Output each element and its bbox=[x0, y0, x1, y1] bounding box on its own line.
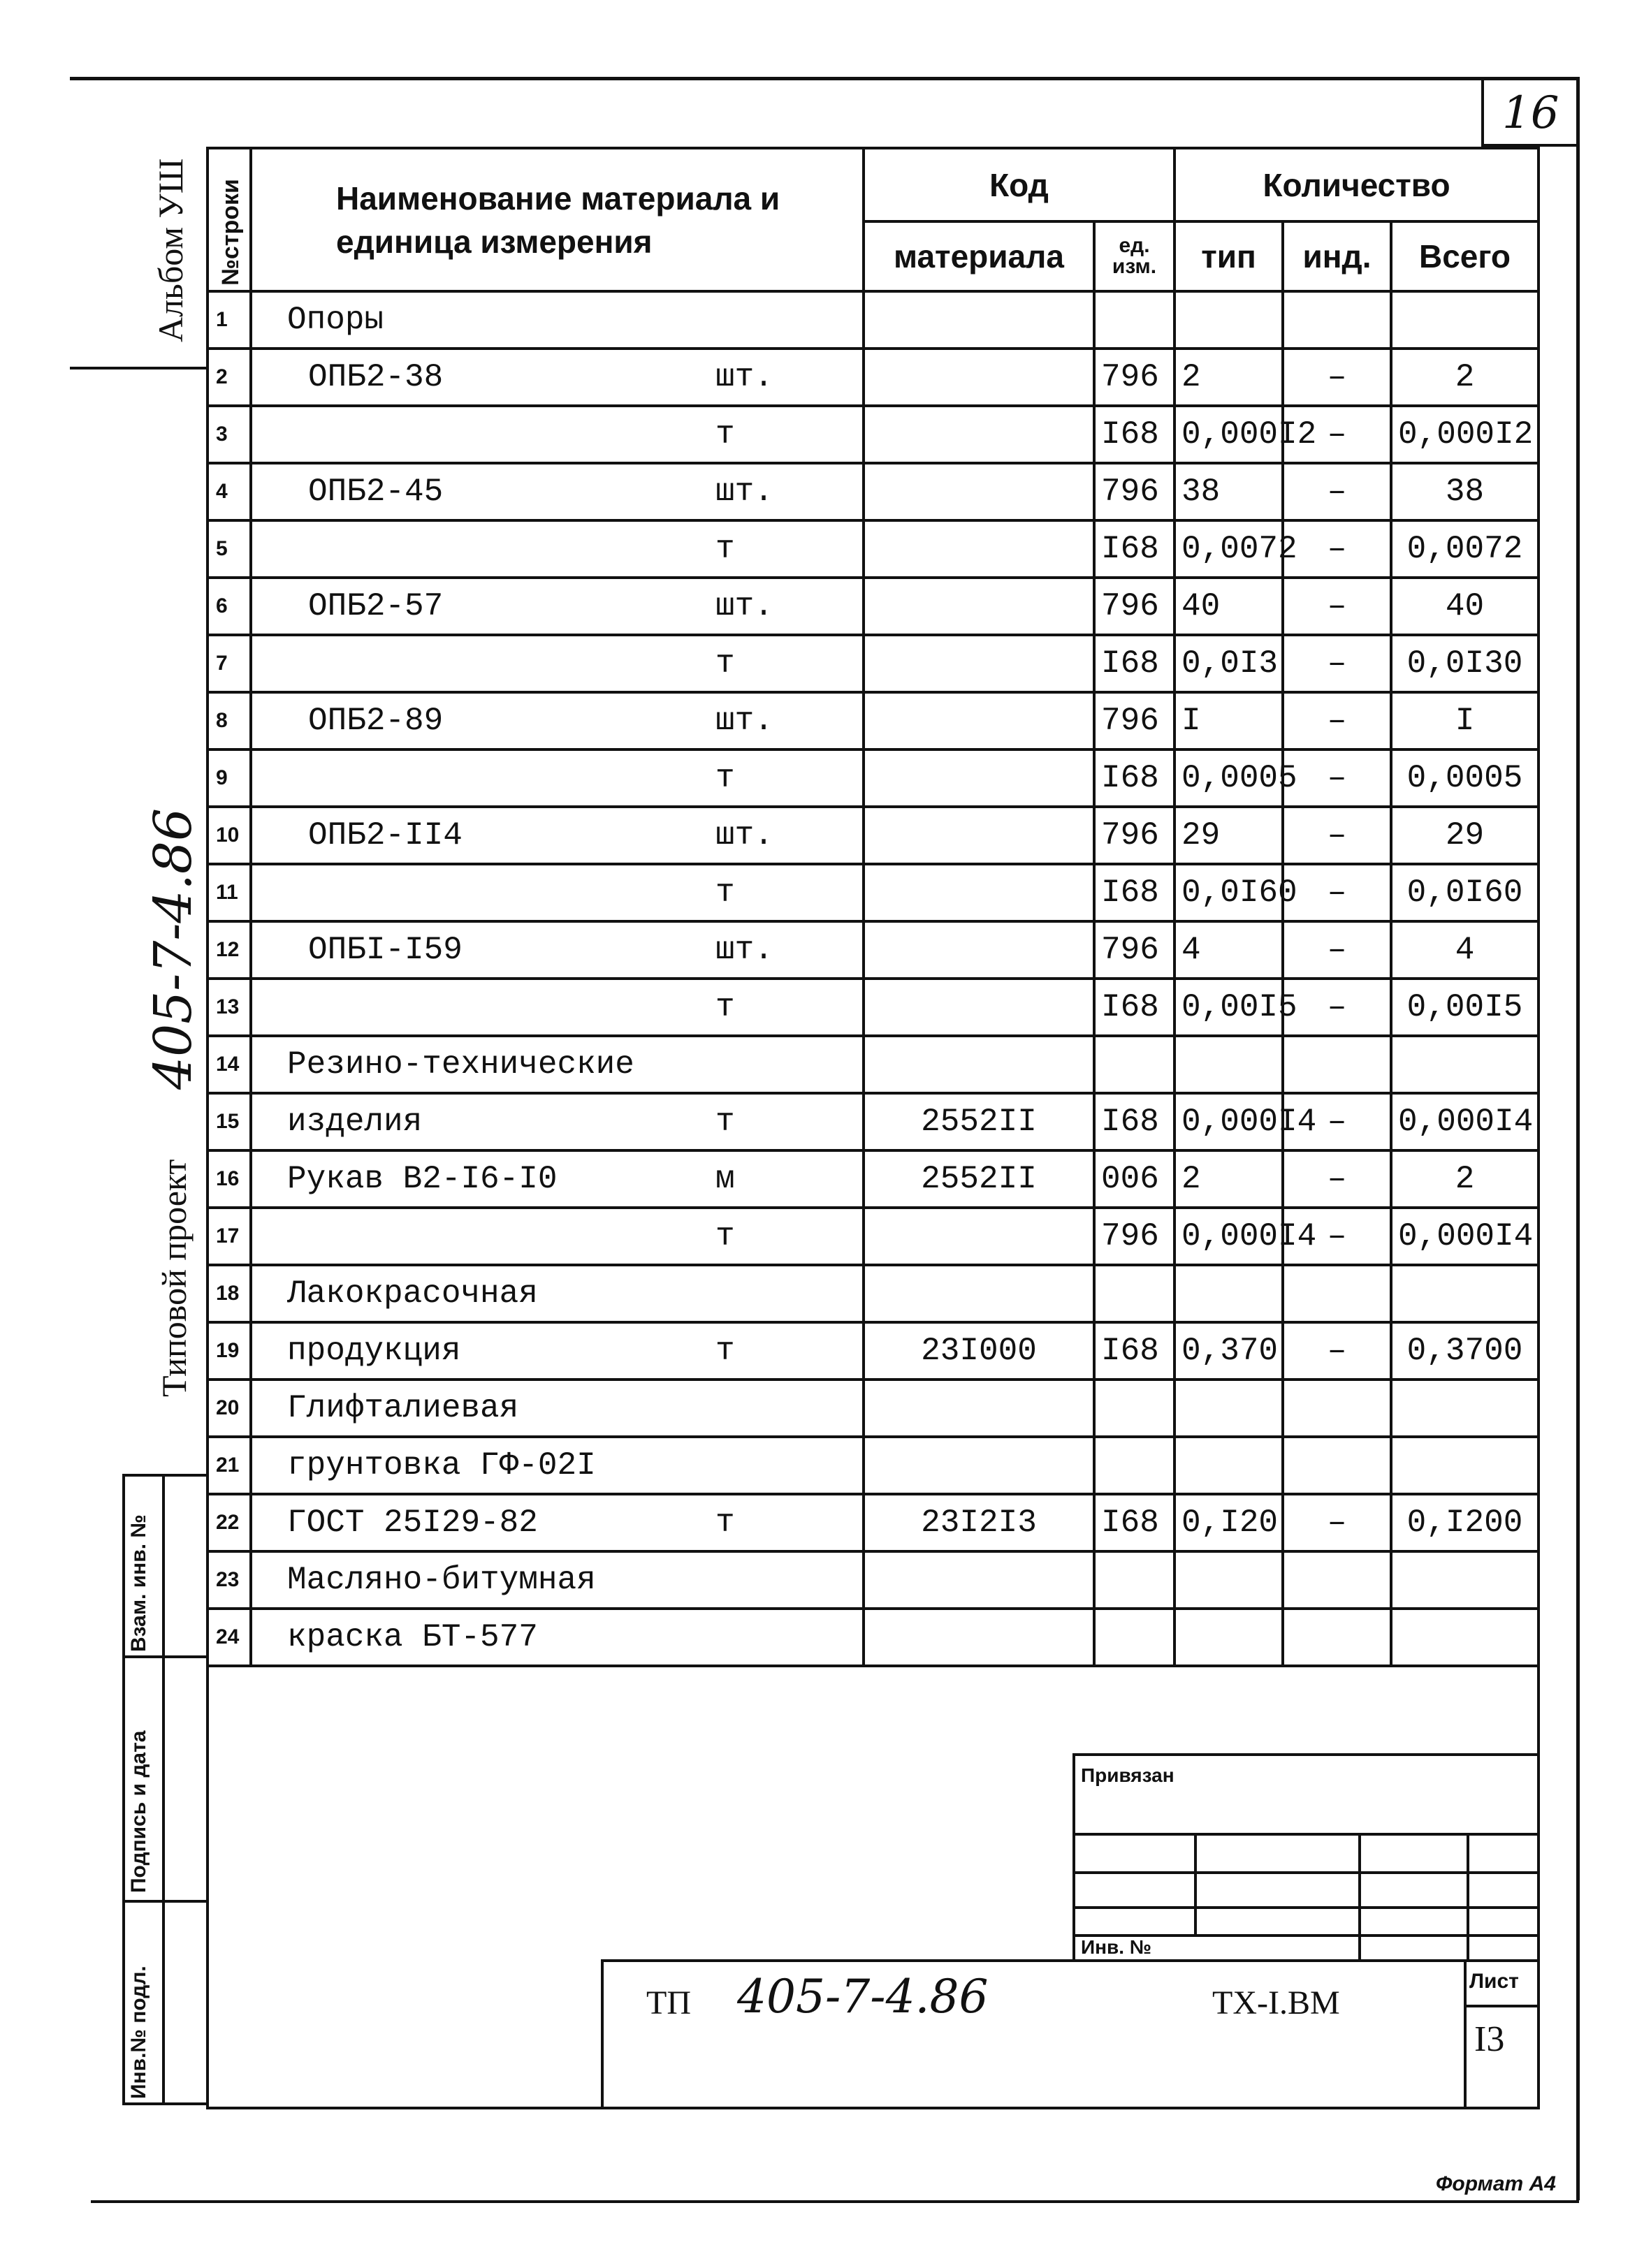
row-unit: т bbox=[708, 520, 864, 578]
privyazan-vline-1 bbox=[1194, 1833, 1197, 1934]
row-unit bbox=[708, 1265, 864, 1322]
row-unit-code bbox=[1094, 1036, 1174, 1093]
top-border-line bbox=[70, 77, 1579, 80]
row-ind-qty: – bbox=[1283, 1208, 1391, 1265]
row-unit-code: I68 bbox=[1094, 635, 1174, 692]
row-number: 19 bbox=[208, 1322, 251, 1380]
tp-code: 405-7-4.86 bbox=[737, 1970, 989, 2024]
row-unit: т bbox=[708, 1494, 864, 1551]
list-label: Лист bbox=[1469, 1970, 1519, 1993]
row-total-qty bbox=[1391, 291, 1539, 349]
row-number: 23 bbox=[208, 1551, 251, 1609]
privyazan-block bbox=[1072, 1753, 1540, 1962]
row-unit: т bbox=[708, 864, 864, 921]
row-number: 3 bbox=[208, 406, 251, 463]
row-name: Опоры bbox=[251, 291, 708, 349]
row-unit: т bbox=[708, 1093, 864, 1150]
row-name: ОПБI-I59 bbox=[251, 921, 708, 979]
row-ind-qty bbox=[1283, 291, 1391, 349]
row-name: продукция bbox=[251, 1322, 708, 1380]
row-unit-code: I68 bbox=[1094, 1494, 1174, 1551]
row-material-code bbox=[864, 921, 1094, 979]
table-row bbox=[208, 291, 1539, 349]
album-separator-line bbox=[70, 367, 206, 370]
row-name: грунтовка ГФ-02I bbox=[251, 1437, 708, 1494]
row-ind-qty: – bbox=[1283, 520, 1391, 578]
privyazan-vline-2 bbox=[1358, 1833, 1361, 1962]
row-type-qty: 40 bbox=[1174, 578, 1283, 635]
privyazan-label: Привязан bbox=[1081, 1764, 1174, 1786]
row-number: 21 bbox=[208, 1437, 251, 1494]
table-row bbox=[208, 406, 1539, 463]
table-row bbox=[208, 349, 1539, 406]
row-ind-qty: – bbox=[1283, 921, 1391, 979]
tp-label: ТП bbox=[646, 1984, 691, 2021]
row-material-code bbox=[864, 1551, 1094, 1609]
row-type-qty: 2 bbox=[1174, 349, 1283, 406]
side-stamp-left bbox=[122, 1474, 125, 2102]
row-ind-qty: – bbox=[1283, 635, 1391, 692]
row-type-qty: 0,000I4 bbox=[1174, 1208, 1283, 1265]
row-name: изделия bbox=[251, 1093, 708, 1150]
row-type-qty bbox=[1174, 1265, 1283, 1322]
row-total-qty: 0,0I30 bbox=[1391, 635, 1539, 692]
list-box-sep bbox=[1464, 2005, 1540, 2007]
row-total-qty: 0,I200 bbox=[1391, 1494, 1539, 1551]
row-material-code bbox=[864, 864, 1094, 921]
row-type-qty: 2 bbox=[1174, 1150, 1283, 1208]
page-number-box-left bbox=[1481, 77, 1484, 147]
table-row bbox=[208, 1150, 1539, 1208]
row-type-qty: 0,000I4 bbox=[1174, 1093, 1283, 1150]
row-number: 13 bbox=[208, 979, 251, 1036]
row-ind-qty: – bbox=[1283, 349, 1391, 406]
row-unit-code bbox=[1094, 1380, 1174, 1437]
row-ind-qty: – bbox=[1283, 864, 1391, 921]
row-ind-qty bbox=[1283, 1609, 1391, 1666]
row-unit: шт. bbox=[708, 692, 864, 749]
row-ind-qty: – bbox=[1283, 1150, 1391, 1208]
row-unit: т bbox=[708, 749, 864, 807]
table-row bbox=[208, 749, 1539, 807]
inner-bottom-line bbox=[206, 2107, 1540, 2109]
row-total-qty bbox=[1391, 1437, 1539, 1494]
album-label: Альбом УШ bbox=[151, 158, 190, 342]
row-unit-code bbox=[1094, 1437, 1174, 1494]
table-row bbox=[208, 1437, 1539, 1494]
row-type-qty bbox=[1174, 1437, 1283, 1494]
row-unit-code: 796 bbox=[1094, 463, 1174, 520]
table-row bbox=[208, 1322, 1539, 1380]
row-number: 6 bbox=[208, 578, 251, 635]
row-material-code bbox=[864, 979, 1094, 1036]
row-type-qty: 0,000I2 bbox=[1174, 406, 1283, 463]
row-unit: т bbox=[708, 1208, 864, 1265]
row-unit-code: I68 bbox=[1094, 1093, 1174, 1150]
row-name: ОПБ2-II4 bbox=[251, 807, 708, 864]
materials-table bbox=[206, 147, 1540, 1667]
row-material-code bbox=[864, 406, 1094, 463]
row-unit: т bbox=[708, 406, 864, 463]
row-type-qty: I bbox=[1174, 692, 1283, 749]
row-material-code bbox=[864, 1036, 1094, 1093]
row-total-qty: 4 bbox=[1391, 921, 1539, 979]
row-number: 11 bbox=[208, 864, 251, 921]
row-total-qty: 40 bbox=[1391, 578, 1539, 635]
table-row bbox=[208, 1609, 1539, 1666]
row-type-qty bbox=[1174, 1551, 1283, 1609]
row-material-code bbox=[864, 807, 1094, 864]
row-ind-qty: – bbox=[1283, 1322, 1391, 1380]
table-row bbox=[208, 921, 1539, 979]
table-row bbox=[208, 807, 1539, 864]
row-unit bbox=[708, 291, 864, 349]
row-name: Лакокрасочная bbox=[251, 1265, 708, 1322]
table-row bbox=[208, 692, 1539, 749]
row-total-qty: 0,0072 bbox=[1391, 520, 1539, 578]
side-stamp-bottom bbox=[122, 2102, 206, 2105]
row-unit bbox=[708, 1036, 864, 1093]
row-name bbox=[251, 520, 708, 578]
inv-no-label: Инв. № bbox=[1081, 1936, 1152, 1958]
row-ind-qty: – bbox=[1283, 692, 1391, 749]
page-number: 16 bbox=[1502, 87, 1559, 139]
row-type-qty: 0,0072 bbox=[1174, 520, 1283, 578]
row-ind-qty: – bbox=[1283, 1093, 1391, 1150]
row-total-qty bbox=[1391, 1036, 1539, 1093]
row-number-header: №строки bbox=[208, 148, 251, 291]
privyazan-line-1 bbox=[1075, 1833, 1540, 1836]
row-ind-qty: – bbox=[1283, 1494, 1391, 1551]
row-name: Глифталиевая bbox=[251, 1380, 708, 1437]
vzam-inv-label: Взам. инв. № bbox=[127, 1514, 150, 1652]
row-material-code bbox=[864, 635, 1094, 692]
row-unit-code bbox=[1094, 291, 1174, 349]
row-type-qty: 0,00I5 bbox=[1174, 979, 1283, 1036]
row-ind-qty bbox=[1283, 1380, 1391, 1437]
row-number: 15 bbox=[208, 1093, 251, 1150]
row-unit: т bbox=[708, 1322, 864, 1380]
row-unit-code: I68 bbox=[1094, 979, 1174, 1036]
inv-podl-label: Инв.№ подл. bbox=[127, 1966, 150, 2099]
list-number: I3 bbox=[1474, 2019, 1505, 2059]
row-unit: шт. bbox=[708, 463, 864, 520]
row-material-code: 23I2I3 bbox=[864, 1494, 1094, 1551]
table-row bbox=[208, 864, 1539, 921]
table-row bbox=[208, 635, 1539, 692]
row-type-qty bbox=[1174, 1036, 1283, 1093]
row-material-code bbox=[864, 463, 1094, 520]
row-total-qty: 2 bbox=[1391, 1150, 1539, 1208]
row-type-qty: 0,I20 bbox=[1174, 1494, 1283, 1551]
row-total-qty: 29 bbox=[1391, 807, 1539, 864]
row-type-qty: 29 bbox=[1174, 807, 1283, 864]
row-ind-qty bbox=[1283, 1036, 1391, 1093]
row-unit-code: I68 bbox=[1094, 520, 1174, 578]
row-ind-qty: – bbox=[1283, 749, 1391, 807]
row-type-qty: 0,0I60 bbox=[1174, 864, 1283, 921]
row-material-code bbox=[864, 749, 1094, 807]
row-name bbox=[251, 979, 708, 1036]
total-header: Всего bbox=[1391, 221, 1539, 291]
row-number: 20 bbox=[208, 1380, 251, 1437]
row-ind-qty bbox=[1283, 1265, 1391, 1322]
row-name bbox=[251, 635, 708, 692]
row-unit bbox=[708, 1609, 864, 1666]
title-block-left bbox=[601, 1959, 604, 2109]
row-number: 8 bbox=[208, 692, 251, 749]
material-code-header: материала bbox=[864, 221, 1094, 291]
side-stamp-top bbox=[122, 1474, 206, 1477]
project-code-handwritten: 405-7-4.86 bbox=[143, 807, 203, 1090]
format-label: Формат А4 bbox=[1436, 2172, 1556, 2195]
row-unit-code: 796 bbox=[1094, 578, 1174, 635]
row-number: 10 bbox=[208, 807, 251, 864]
table-row bbox=[208, 1208, 1539, 1265]
row-unit bbox=[708, 1551, 864, 1609]
row-name bbox=[251, 749, 708, 807]
row-name bbox=[251, 864, 708, 921]
row-ind-qty bbox=[1283, 1551, 1391, 1609]
row-number: 7 bbox=[208, 635, 251, 692]
side-stamp-mid bbox=[162, 1474, 165, 2102]
row-number: 4 bbox=[208, 463, 251, 520]
row-material-code bbox=[864, 1609, 1094, 1666]
row-ind-qty: – bbox=[1283, 578, 1391, 635]
table-row bbox=[208, 463, 1539, 520]
row-name: Рукав В2-I6-I0 bbox=[251, 1150, 708, 1208]
table-row bbox=[208, 1036, 1539, 1093]
side-stamp-sep1 bbox=[122, 1655, 206, 1658]
row-unit-code bbox=[1094, 1551, 1174, 1609]
row-material-code: 2552II bbox=[864, 1150, 1094, 1208]
row-number: 22 bbox=[208, 1494, 251, 1551]
row-number: 14 bbox=[208, 1036, 251, 1093]
row-unit bbox=[708, 1437, 864, 1494]
row-unit-code: I68 bbox=[1094, 864, 1174, 921]
row-type-qty: 0,370 bbox=[1174, 1322, 1283, 1380]
name-header: Наименование материала и единица измерения bbox=[251, 148, 864, 291]
row-unit-code: I68 bbox=[1094, 749, 1174, 807]
row-material-code bbox=[864, 1265, 1094, 1322]
quantity-header: Количество bbox=[1174, 148, 1539, 221]
row-number: 1 bbox=[208, 291, 251, 349]
row-total-qty: 2 bbox=[1391, 349, 1539, 406]
table-row bbox=[208, 1265, 1539, 1322]
row-ind-qty: – bbox=[1283, 406, 1391, 463]
table-row bbox=[208, 578, 1539, 635]
row-ind-qty: – bbox=[1283, 807, 1391, 864]
row-total-qty: 0,0I60 bbox=[1391, 864, 1539, 921]
side-stamp-sep2 bbox=[122, 1900, 206, 1903]
row-unit bbox=[708, 1380, 864, 1437]
table-row bbox=[208, 1093, 1539, 1150]
row-material-code bbox=[864, 520, 1094, 578]
row-name: ОПБ2-89 bbox=[251, 692, 708, 749]
row-unit-code: I68 bbox=[1094, 406, 1174, 463]
row-type-qty bbox=[1174, 1380, 1283, 1437]
row-type-qty bbox=[1174, 291, 1283, 349]
row-total-qty: 0,0005 bbox=[1391, 749, 1539, 807]
row-number: 16 bbox=[208, 1150, 251, 1208]
row-unit-code bbox=[1094, 1609, 1174, 1666]
row-name: Резино-технические bbox=[251, 1036, 708, 1093]
row-total-qty bbox=[1391, 1551, 1539, 1609]
row-unit-code: 006 bbox=[1094, 1150, 1174, 1208]
unit-code-header: ед. изм. bbox=[1094, 221, 1174, 291]
row-name bbox=[251, 1208, 708, 1265]
row-material-code: 23I000 bbox=[864, 1322, 1094, 1380]
row-unit: шт. bbox=[708, 807, 864, 864]
table-row bbox=[208, 1551, 1539, 1609]
row-total-qty bbox=[1391, 1265, 1539, 1322]
row-ind-qty: – bbox=[1283, 463, 1391, 520]
row-unit: шт. bbox=[708, 921, 864, 979]
row-unit-code: 796 bbox=[1094, 807, 1174, 864]
row-name: Масляно-битумная bbox=[251, 1551, 708, 1609]
row-name: ОПБ2-45 bbox=[251, 463, 708, 520]
row-number: 18 bbox=[208, 1265, 251, 1322]
row-unit-code bbox=[1094, 1265, 1174, 1322]
table-row bbox=[208, 520, 1539, 578]
privyazan-line-3 bbox=[1075, 1906, 1540, 1909]
row-material-code bbox=[864, 1208, 1094, 1265]
privyazan-line-2 bbox=[1075, 1871, 1540, 1874]
row-number: 17 bbox=[208, 1208, 251, 1265]
row-ind-qty: – bbox=[1283, 979, 1391, 1036]
list-box-left bbox=[1464, 1959, 1467, 2109]
row-number: 24 bbox=[208, 1609, 251, 1666]
row-material-code bbox=[864, 1437, 1094, 1494]
row-number: 2 bbox=[208, 349, 251, 406]
row-ind-qty bbox=[1283, 1437, 1391, 1494]
row-total-qty: I bbox=[1391, 692, 1539, 749]
ind-header: инд. bbox=[1283, 221, 1391, 291]
table-row bbox=[208, 1380, 1539, 1437]
podpis-data-label: Подпись и дата bbox=[127, 1730, 150, 1893]
bottom-border-line bbox=[91, 2200, 1579, 2203]
project-label: Типовой проект bbox=[154, 1159, 194, 1397]
row-material-code bbox=[864, 291, 1094, 349]
row-name bbox=[251, 406, 708, 463]
row-name: ОПБ2-38 bbox=[251, 349, 708, 406]
row-number: 5 bbox=[208, 520, 251, 578]
row-number: 12 bbox=[208, 921, 251, 979]
row-name: ГОСТ 25I29-82 bbox=[251, 1494, 708, 1551]
row-total-qty bbox=[1391, 1609, 1539, 1666]
row-total-qty: 0,000I2 bbox=[1391, 406, 1539, 463]
row-type-qty: 0,0I3 bbox=[1174, 635, 1283, 692]
row-type-qty: 0,0005 bbox=[1174, 749, 1283, 807]
row-material-code bbox=[864, 692, 1094, 749]
code-header: Код bbox=[864, 148, 1174, 221]
row-unit-code: 796 bbox=[1094, 1208, 1174, 1265]
row-type-qty: 38 bbox=[1174, 463, 1283, 520]
row-material-code bbox=[864, 578, 1094, 635]
row-total-qty: 0,00I5 bbox=[1391, 979, 1539, 1036]
row-unit-code: 796 bbox=[1094, 692, 1174, 749]
row-number: 9 bbox=[208, 749, 251, 807]
row-unit: шт. bbox=[708, 349, 864, 406]
row-unit: т bbox=[708, 635, 864, 692]
row-material-code: 2552II bbox=[864, 1093, 1094, 1150]
row-unit-code: 796 bbox=[1094, 921, 1174, 979]
row-type-qty bbox=[1174, 1609, 1283, 1666]
privyazan-vline-3 bbox=[1467, 1833, 1469, 1962]
table-row bbox=[208, 1494, 1539, 1551]
row-total-qty: 38 bbox=[1391, 463, 1539, 520]
doc-code: ТХ-I.ВМ bbox=[1212, 1984, 1340, 2021]
row-material-code bbox=[864, 349, 1094, 406]
row-total-qty: 0,000I4 bbox=[1391, 1208, 1539, 1265]
type-header: тип bbox=[1174, 221, 1283, 291]
row-total-qty: 0,3700 bbox=[1391, 1322, 1539, 1380]
row-unit: шт. bbox=[708, 578, 864, 635]
right-border-line bbox=[1576, 77, 1580, 2200]
row-unit: м bbox=[708, 1150, 864, 1208]
row-total-qty bbox=[1391, 1380, 1539, 1437]
table-row bbox=[208, 979, 1539, 1036]
row-name: ОПБ2-57 bbox=[251, 578, 708, 635]
row-type-qty: 4 bbox=[1174, 921, 1283, 979]
row-name: краска БТ-577 bbox=[251, 1609, 708, 1666]
header-row-1 bbox=[208, 148, 1539, 221]
row-total-qty: 0,000I4 bbox=[1391, 1093, 1539, 1150]
row-unit: т bbox=[708, 979, 864, 1036]
row-unit-code: I68 bbox=[1094, 1322, 1174, 1380]
row-material-code bbox=[864, 1380, 1094, 1437]
row-unit-code: 796 bbox=[1094, 349, 1174, 406]
